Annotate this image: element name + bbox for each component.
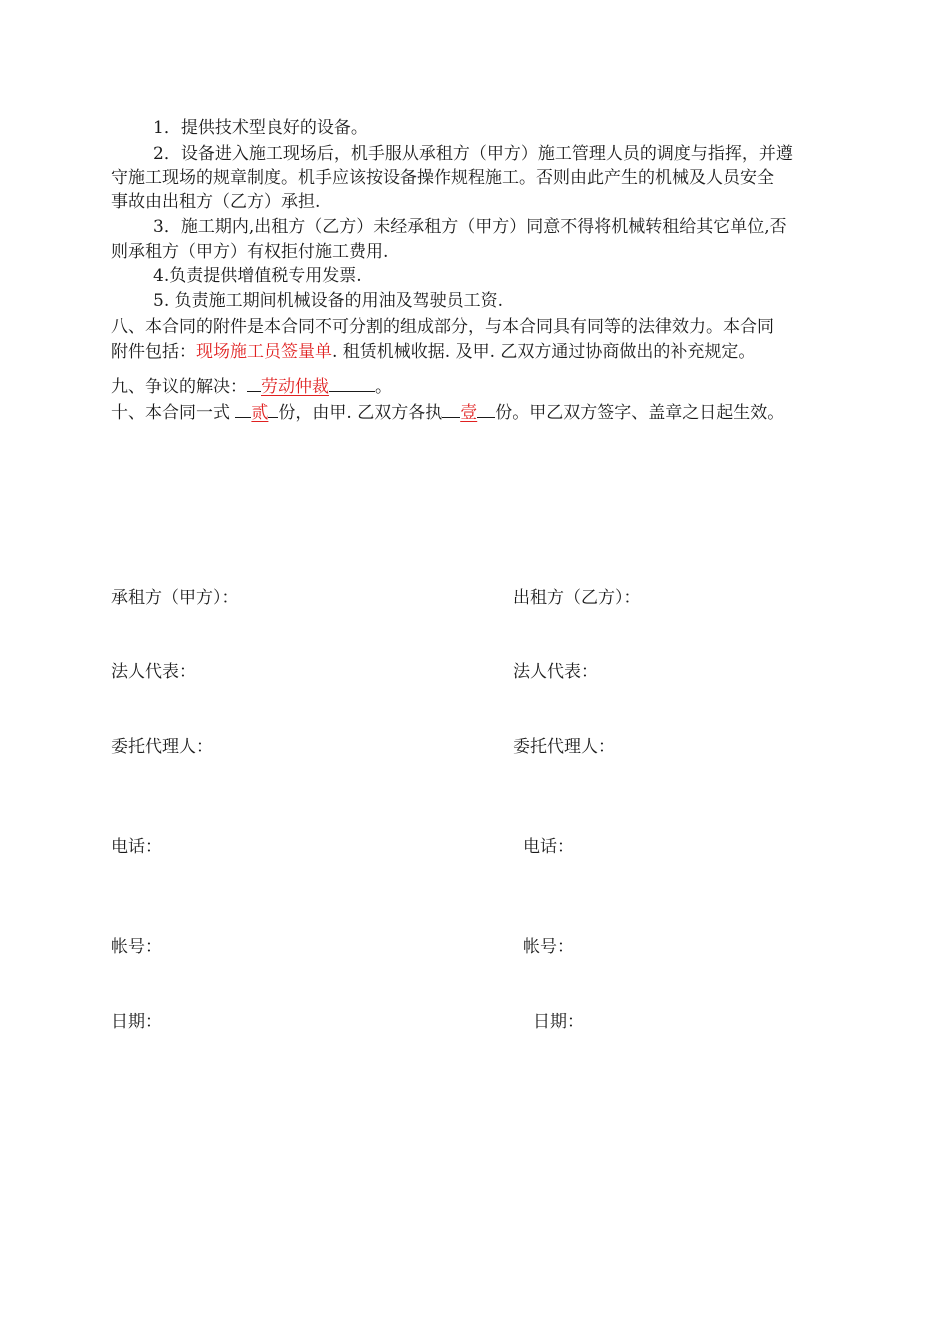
clause-item-2-line-3: 事故由出租方（乙方）承担. bbox=[111, 192, 321, 212]
section-10-suffix: 份。甲乙双方签字、盖章之日起生效。 bbox=[495, 403, 785, 423]
clause-item-2-line-2: 守施工现场的规章制度。机手应该按设备操作规程施工。否则由此产生的机械及人员安全 bbox=[111, 168, 774, 188]
section-10-prefix: 十、本合同一式 bbox=[111, 403, 236, 423]
party-b-agent: 委托代理人： bbox=[513, 737, 615, 757]
section-10-mid: 份，由甲. 乙双方各执 bbox=[278, 403, 443, 423]
section-10 bbox=[111, 401, 784, 425]
clause-item-1: 1．提供技术型良好的设备。 bbox=[153, 118, 368, 138]
section-8-line-2 bbox=[111, 340, 755, 364]
party-a-account: 帐号： bbox=[111, 937, 162, 957]
section-9 bbox=[111, 375, 392, 399]
section-8-line-1: 八、本合同的附件是本合同不可分割的组成部分，与本合同具有同等的法律效力。本合同 bbox=[111, 317, 774, 337]
party-a-date: 日期： bbox=[111, 1012, 162, 1032]
section-10-blank-2 bbox=[268, 401, 278, 418]
section-9-suffix: 。 bbox=[375, 377, 392, 397]
party-b-account: 帐号： bbox=[523, 937, 574, 957]
clause-item-3-line-1: 3．施工期内,出租方（乙方）未经承租方（甲方）同意不得将机械转租给其它单位,否 bbox=[153, 217, 787, 237]
party-a-title: 承租方（甲方）： bbox=[111, 588, 239, 608]
party-a-agent: 委托代理人： bbox=[111, 737, 213, 757]
party-a-phone: 电话： bbox=[111, 837, 162, 857]
clause-item-3-line-2: 则承租方（甲方）有权拒付施工费用. bbox=[111, 242, 389, 262]
party-b-date: 日期： bbox=[533, 1012, 584, 1032]
section-8-suffix: . 租赁机械收据. 及甲. 乙双方通过协商做出的补充规定。 bbox=[332, 342, 756, 362]
section-9-prefix: 九、争议的解决： bbox=[111, 377, 247, 397]
clause-item-5: 5. 负责施工期间机械设备的用油及驾驶员工资. bbox=[153, 291, 504, 311]
section-8-attachment: 现场施工员签量单 bbox=[196, 342, 332, 362]
section-9-value: 劳动仲裁 bbox=[261, 377, 329, 397]
section-10-blank-4 bbox=[477, 401, 495, 418]
party-b-legal-rep: 法人代表： bbox=[513, 662, 598, 682]
section-8-prefix: 附件包括： bbox=[111, 342, 196, 362]
section-10-each: 壹 bbox=[460, 403, 478, 423]
party-b-title: 出租方（乙方）： bbox=[513, 588, 641, 608]
section-10-copies: 贰 bbox=[251, 403, 269, 423]
section-9-blank-right bbox=[329, 375, 375, 392]
section-9-blank-left bbox=[247, 375, 261, 392]
party-b-phone: 电话： bbox=[523, 837, 574, 857]
section-10-blank-1 bbox=[235, 401, 251, 418]
party-a-legal-rep: 法人代表： bbox=[111, 662, 196, 682]
section-10-blank-3 bbox=[442, 401, 460, 418]
clause-item-2-line-1: 2．设备进入施工现场后，机手服从承租方（甲方）施工管理人员的调度与指挥，并遵 bbox=[153, 144, 793, 164]
clause-item-4: 4.负责提供增值税专用发票. bbox=[153, 266, 362, 286]
